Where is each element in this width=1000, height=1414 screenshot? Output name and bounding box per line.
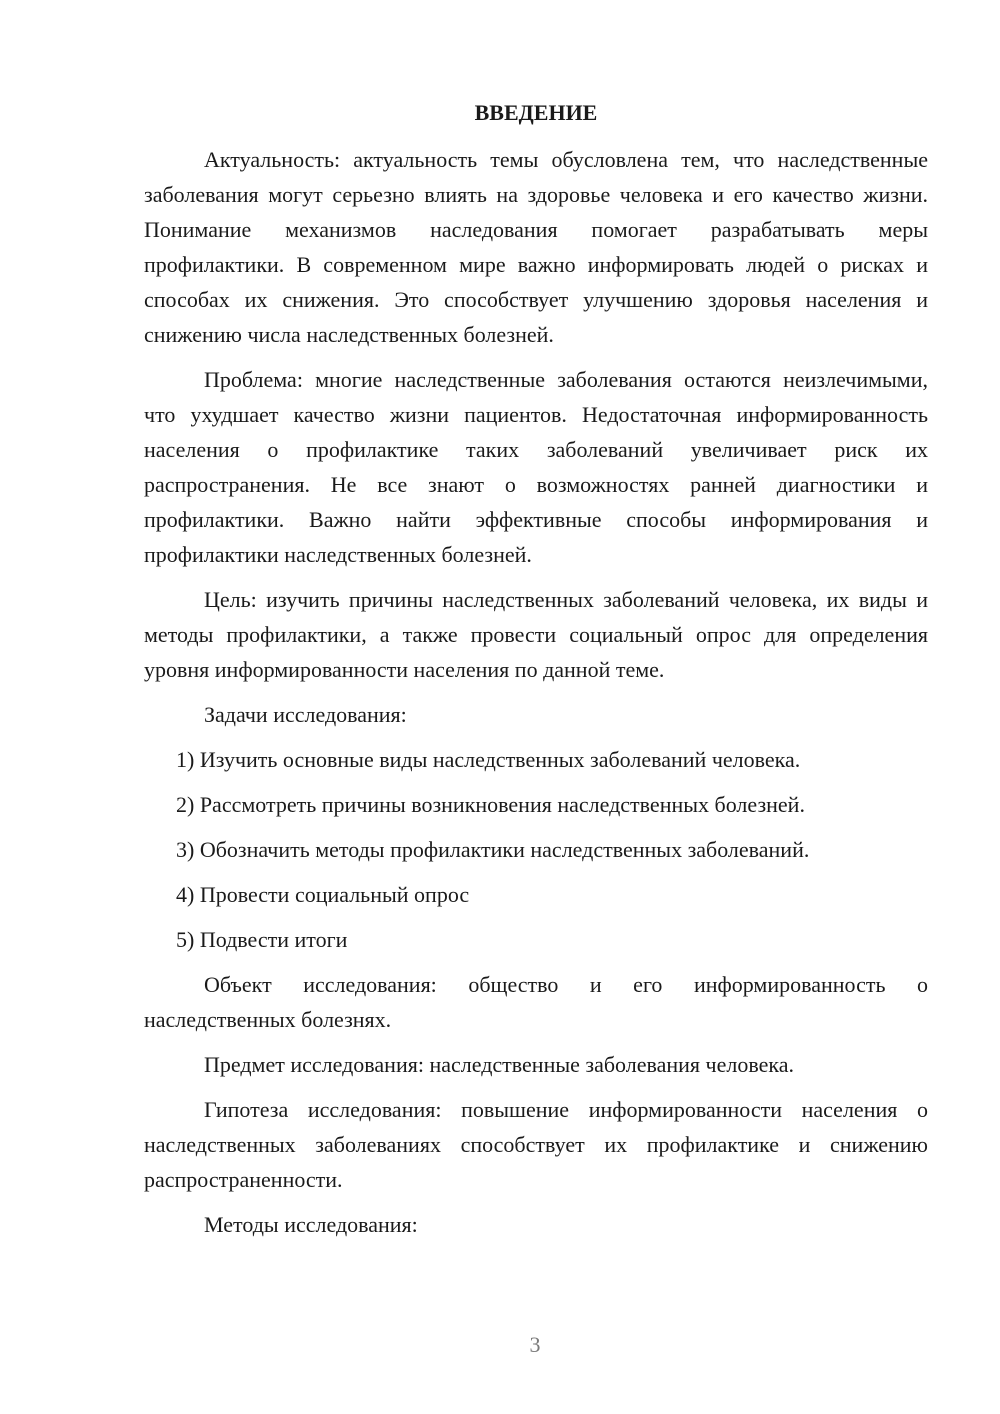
- tasks-heading: Задачи исследования:: [204, 702, 407, 727]
- tasks-list: [144, 742, 928, 957]
- hypothesis-paragraph: Гипотеза исследования: повышение информированности населения о наследственных заболеваниях способствует их профилактике и снижению распространенности.: [144, 1097, 928, 1192]
- list-item: 3) Обозначить методы профилактики наследственных заболеваний.: [176, 837, 810, 862]
- page-content: [144, 96, 928, 1242]
- subject-paragraph: Предмет исследования: наследственные заболевания человека.: [204, 1052, 794, 1077]
- list-item: 4) Провести социальный опрос: [176, 882, 470, 907]
- list-item: 1) Изучить основные виды наследственных заболеваний человека.: [176, 747, 801, 772]
- page-title: ВВЕДЕНИЕ: [474, 100, 598, 125]
- list-item: 2) Рассмотреть причины возникновения наследственных болезней.: [176, 792, 805, 817]
- problem-paragraph: Проблема: многие наследственные заболевания остаются неизлечимыми, что ухудшает качество жизни пациентов. Недостаточная информированность населения о профилактике таких заболеваний увеличивает риск их распространения. Не все знают о возможностях ранней диагностики и профилактики. Важно найти эффективные способы информирования и профилактики наследственных болезней.: [144, 367, 928, 567]
- goal-paragraph: Цель: изучить причины наследственных заболеваний человека, их виды и методы профилактики, а также провести социальный опрос для определения уровня информированности населения по данной теме.: [144, 587, 928, 682]
- methods-heading: Методы исследования:: [204, 1212, 418, 1237]
- list-item: 5) Подвести итоги: [176, 927, 348, 952]
- relevance-paragraph: Актуальность: актуальность темы обусловлена тем, что наследственные заболевания могут серьезно влиять на здоровье человека и его качество жизни. Понимание механизмов наследования помогает разрабатывать меры профилактики. В современном мире важно информировать людей о рисках и способах их снижения. Это способствует улучшению здоровья населения и снижению числа наследственных болезней.: [144, 147, 928, 347]
- object-paragraph: Объект исследования: общество и его информированность о наследственных болезнях.: [144, 972, 928, 1032]
- page-number: 3: [529, 1332, 541, 1357]
